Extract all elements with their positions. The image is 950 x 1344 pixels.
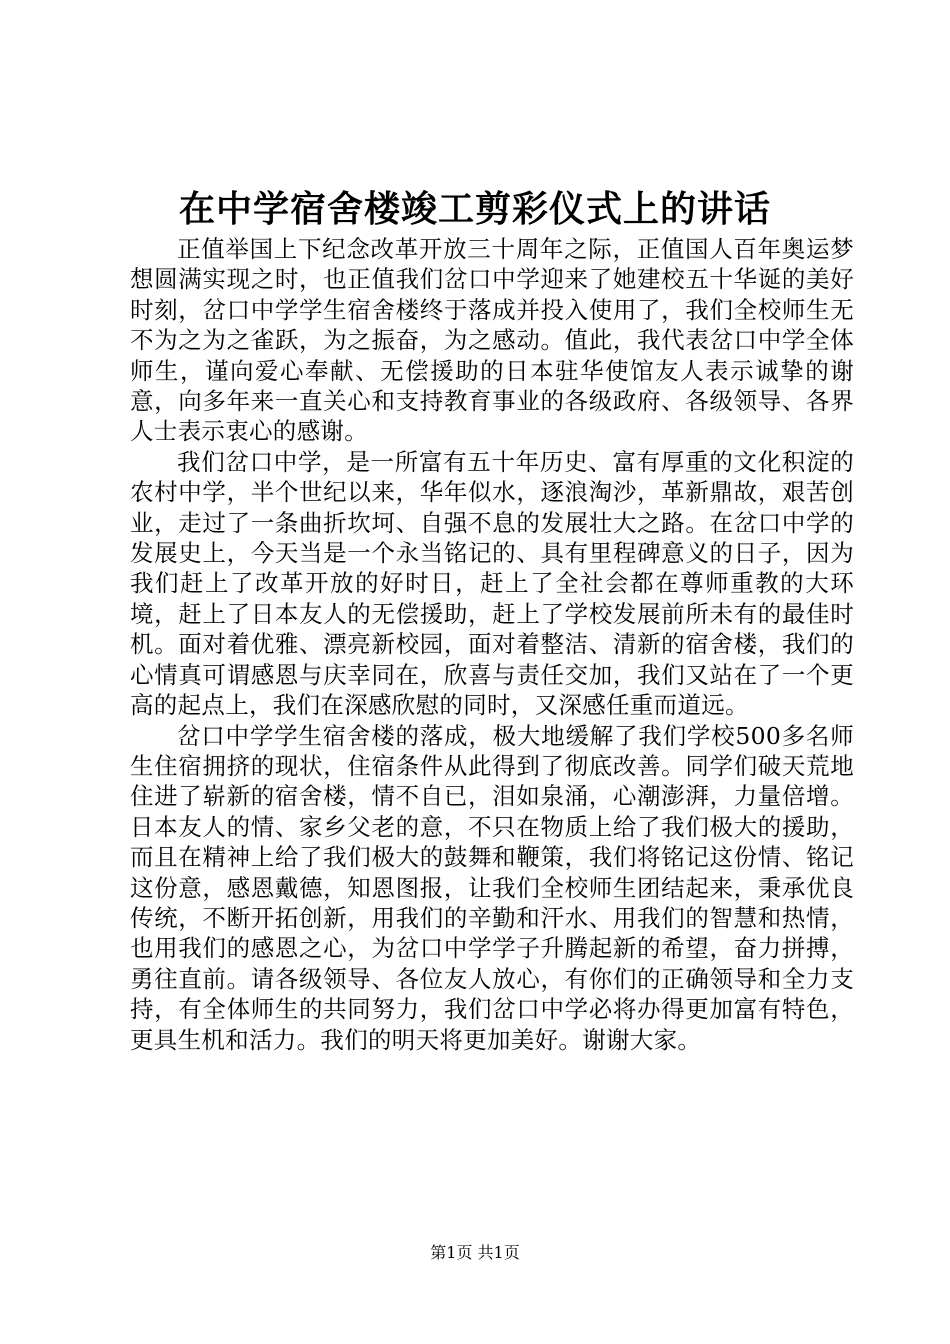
document-title: 在中学宿舍楼竣工剪彩仪式上的讲话 <box>178 188 771 230</box>
paragraph-1: 正值举国上下纪念改革开放三十周年之际，正值国人百年奥运梦想圆满实现之时，也正值我们岔口中学迎来了她建校五十华诞的美好时刻，岔口中学学生宿舍楼终于落成并投入使用了，我们全校师生无不为之为之雀跃，为之振奋，为之感动。值此，我代表岔口中学全体师生，谨向爱心奉献、无偿援助的日本驻华使馆友人表示诚挚的谢意，向多年来一直关心和支持教育事业的各级政府、各级领导、各界人士表示衷心的感谢。 <box>130 235 854 446</box>
document-body <box>130 234 854 1055</box>
paragraph-2: 我们岔口中学，是一所富有五十年历史、富有厚重的文化积淀的农村中学，半个世纪以来，华年似水，逐浪淘沙，革新鼎故，艰苦创业，走过了一条曲折坎坷、自强不息的发展壮大之路。在岔口中学的发展史上，今天当是一个永当铭记的、具有里程碑意义的日子，因为我们赶上了改革开放的好时日，赶上了全社会都在尊师重教的大环境，赶上了日本友人的无偿援助，赶上了学校发展前所未有的最佳时机。面对着优雅、漂亮新校园，面对着整洁、清新的宿舍楼，我们的心情真可谓感恩与庆幸同在，欣喜与责任交加，我们又站在了一个更高的起点上，我们在深感欣慰的同时，又深感任重而道远。 <box>130 447 854 720</box>
paragraph-3: 岔口中学学生宿舍楼的落成，极大地缓解了我们学校500多名师生住宿拥挤的现状，住宿条件从此得到了彻底改善。同学们破天荒地住进了崭新的宿舍楼，情不自已，泪如泉涌，心潮澎湃，力量倍增。日本友人的情、家乡父老的意，不只在物质上给了我们极大的援助，而且在精神上给了我们极大的鼓舞和鞭策，我们将铭记这份情、铭记这份意，感恩戴德，知恩图报，让我们全校师生团结起来，秉承优良传统，不断开拓创新，用我们的辛勤和汗水、用我们的智慧和热情，也用我们的感恩之心，为岔口中学学子升腾起新的希望，奋力拼搏，勇往直前。请各级领导、各位友人放心，有你们的正确领导和全力支持，有全体师生的共同努力，我们岔口中学必将办得更加富有特色，更具生机和活力。我们的明天将更加美好。谢谢大家。 <box>130 721 854 1054</box>
page-footer: 第1页 共1页 <box>430 1243 520 1262</box>
